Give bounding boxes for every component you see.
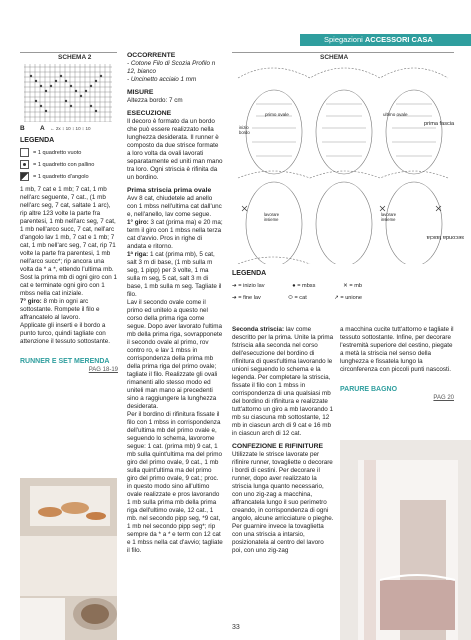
page-number: 33 bbox=[232, 624, 240, 631]
right-text-column-b bbox=[340, 326, 454, 402]
runner-photo bbox=[20, 478, 117, 640]
schema2-label-b: B bbox=[20, 125, 25, 132]
parure-title: PARURE BAGNO bbox=[340, 386, 398, 393]
right-text-column-a bbox=[232, 326, 334, 555]
occorrente-item: - Uncinetto acciaio 1 mm bbox=[127, 76, 197, 83]
legend-right-title: LEGENDA bbox=[232, 270, 267, 277]
right-b-text: a macchina cucite tutt'attorno e tagliate il tessuto sottostante. Infine, per decorare l'estremità superiore del cestino, piegate a metà la striscia nel senso della lunghezza e fissatela lungo la circonferenza con piccoli punti nascosti. bbox=[340, 326, 454, 373]
schema2-label-a: A bbox=[40, 125, 45, 132]
start-icon: ➔ = inizio lav bbox=[232, 283, 265, 289]
single-crochet-icon: ✕ = mb bbox=[343, 283, 362, 289]
confezione-title: CONFEZIONE E RIFINITURE bbox=[232, 443, 324, 450]
schema-prima-fascia: prima fascia bbox=[424, 121, 455, 127]
schema-lav-insieme: lavorare insieme bbox=[381, 212, 397, 222]
empty-square-icon bbox=[20, 148, 29, 157]
schema2-repeat-label: ← 2x ↕ 10 ↕ 10 ↕ 10 bbox=[50, 126, 91, 131]
esecuzione-title: ESECUZIONE bbox=[127, 110, 172, 117]
schema2-title: SCHEMA 2 bbox=[58, 54, 92, 61]
schema-rule bbox=[232, 52, 454, 53]
legend-right-row bbox=[232, 282, 362, 290]
schema-primo-ovale: primo ovale bbox=[265, 112, 289, 117]
schema-inizio-bordo: inizio bordo bbox=[239, 125, 250, 135]
legend-left-item: = 1 quadretto vuoto bbox=[20, 148, 117, 157]
schema2-rule bbox=[20, 52, 117, 53]
left-paragraph-round7: 7° giro: 8 mb in ogni arc sottostante. Rompete il filo e affrancatelo al lavoro. bbox=[20, 298, 100, 321]
giro1-text: 1° giro: 3 cat (prima ma) e 20 ma; term il giro con 1 mbss nella terza cat d'avvio. Pros in righe di andata e ritorno. bbox=[127, 219, 223, 250]
prima-striscia-text: Avv 8 cat, chiudetele ad anello con 1 mbss nell'ultima cat dall'unc e, nell'anello, lav come segue. bbox=[127, 195, 222, 218]
misure-text: Altezza bordo: 7 cm bbox=[127, 97, 183, 104]
legend-left bbox=[20, 137, 117, 181]
parure-page-ref[interactable]: PAG 20 bbox=[433, 395, 454, 401]
riga1-text: 1ª riga: 1 cat (prima mb), 5 cat, salt 3 m di base, (1 mb sulla m seg, 1 pipp) per 3 volte, 1 ma sulla m seg, 5 cat, salt 3 m di base, 1 mb sulla m seg. Tagliate il filo. bbox=[127, 251, 222, 298]
schema-title: SCHEMA bbox=[320, 54, 349, 61]
seconda-striscia-text: Seconda striscia: lav come descritto per la prima. Unite la prima fstriscia alla seconda nel corso dell'esecuzione del bordino di rifinitura di quest'ultima lavorando le unioni seguendo lo schema e la legenda. Per completare la striscia, fissate il filo con 1 mbss in corrispondenza di una qualsiasi mb del bordino di rifinitura e realizzate tutt'attorno un giro a mb lavorando 1 mb su ciascuna mb sottostante, 12 mb in ciascun arch di 9 cat e 16 mb in ciascun arch di 12 cat. bbox=[232, 326, 334, 437]
left-text-column bbox=[20, 186, 118, 374]
legend-left-item: = 1 quadretto con pallino bbox=[20, 160, 117, 169]
legend-left-item: = 1 quadretto d'angolo bbox=[20, 172, 117, 181]
esecuzione-text: Il decoro è formato da un bordo che può essere realizzato nella lunghezza desiderata. Il runner è composto da due strisce formate a loro volta da ovali lavorati separatamente ed uniti man mano tra loro. Ogni striscia è rifinita da un bordino. bbox=[127, 118, 223, 181]
end-icon: ➔ = fine lav bbox=[232, 295, 261, 301]
middle-text-column bbox=[127, 52, 223, 555]
occorrente-item: - Cotone Filo di Scozia Profilo n 12, bianco bbox=[127, 60, 216, 75]
banner-prefix: Spiegazioni bbox=[324, 35, 365, 44]
schema-seconda-fascia: seconda fascia bbox=[426, 234, 464, 240]
banner-title: ACCESSORI CASA bbox=[364, 35, 433, 44]
schema-lav-insieme: lavorare insieme bbox=[264, 212, 280, 222]
confezione-text: Utilizzate le strisce lavorate per rifinire runner, tovagliette o decorare i bordi di cestini. Per decorare il runner, dopo aver realizzato la striscia lunga quanto necessario, con uno zig-zag a macchina, affrancatela lungo il suo perimetro creando, in corrispondenza di ogni angolo, alcune arricciature o pieghe. Per guarnire invece la tovaglietta con una striscia a intarsio, posizionatela al centro del lavoro poi, con uno zig-zag bbox=[232, 451, 334, 554]
lavoro-text: Lav il secondo ovale come il primo ed unitelo a questo nel corso della prima riga come segue. Dopo aver lavorato l'ultima mb della prima riga, sovrapponete il secondo ovale al primo, rov contro ro, e lav 1 mbss in corrispondenza della prima mb della prima riga del primo ovale; tagliate il filo. Realizzate gli ovali rimanenti allo stesso modo ed uniteli man mano ai precedenti sino a raggiungere la lunghezza desiderata. bbox=[127, 299, 223, 410]
section-banner bbox=[300, 34, 471, 46]
parure-photo bbox=[340, 440, 471, 640]
corner-square-icon bbox=[20, 172, 29, 181]
runner-page-ref[interactable]: PAG 18-19 bbox=[88, 367, 118, 373]
dot-square-icon bbox=[20, 160, 29, 169]
occorrente-title: OCCORRENTE bbox=[127, 52, 176, 59]
left-paragraph-final: Applicate gli inserti e il bordo a punto turco, quindi tagliate con attenzione il tessuto sottostante. bbox=[20, 322, 110, 345]
legend-right bbox=[232, 270, 454, 302]
slip-stitch-icon: ● = mbss bbox=[292, 283, 316, 289]
misure-title: MISURE bbox=[127, 89, 154, 96]
prima-striscia-title: Prima striscia prima ovale bbox=[127, 187, 212, 194]
schema2-chart bbox=[20, 62, 117, 128]
chain-icon: ⬭ = cat bbox=[288, 295, 307, 301]
join-icon: ↗ = unione bbox=[334, 295, 362, 301]
runner-title: RUNNER E SET MERENDA bbox=[20, 358, 110, 365]
legend-right-row bbox=[232, 294, 362, 302]
schema-ultimo-ovale: ultimo ovale bbox=[383, 112, 408, 117]
bordino-text: Per il bordino di rifinitura fissate il filo con 1 mbss in corrispondenza dell'ultima mb del primo ovale e, seguendo lo schema, lavorome segue: 1 cat. (prima mb) 9 cat, 1 mb sulla quint'ultima ma del primo giro del primo ovale, 9 cat., 1 mb sulla quint'ultima ma del primo giro del primo ovale, 9 cat.; proc. in questo modo sino all'ultimo ovale realizzate e pros lavorando 1 mb sulla prima mb della prima riga dell'ultimo ovale, 12 cat., 1 mb. nel secondo pipp seg, *9 cat, 1 mb nel secondo pipp seg*; rip sempre da * a * e term con 12 cat e 1 mbss nella cat d'avvio; tagliate il filo. bbox=[127, 411, 223, 554]
legend-left-title: LEGENDA bbox=[20, 137, 55, 144]
left-paragraph: 1 mb, 7 cat e 1 mb; 7 cat, 1 mb nell'arc seguente, 7 cat., (1 mb nell'arc seg, 7 cat, saltate 1 arc), rip altre 123 volte la parte fra parentesi, 1 mb nell'arc seg, 7 cat, 1 mb nell'arco succ, 7 cat, nell'arc d'angolo lav 1 mb, 7 cat e 1 mb; 7 cat, 1 mb nell'arc seg, 7 cat, rip 71 volte la parte fra parentesi, 1 mb nell'arco succ*; rip ancora una volta da * a *, ettendo l'ultima mb. Sost la prima mb di ogni giro con 1 cat e terminate ogni giro con 1 mbss nella cat iniziale. bbox=[20, 186, 117, 297]
